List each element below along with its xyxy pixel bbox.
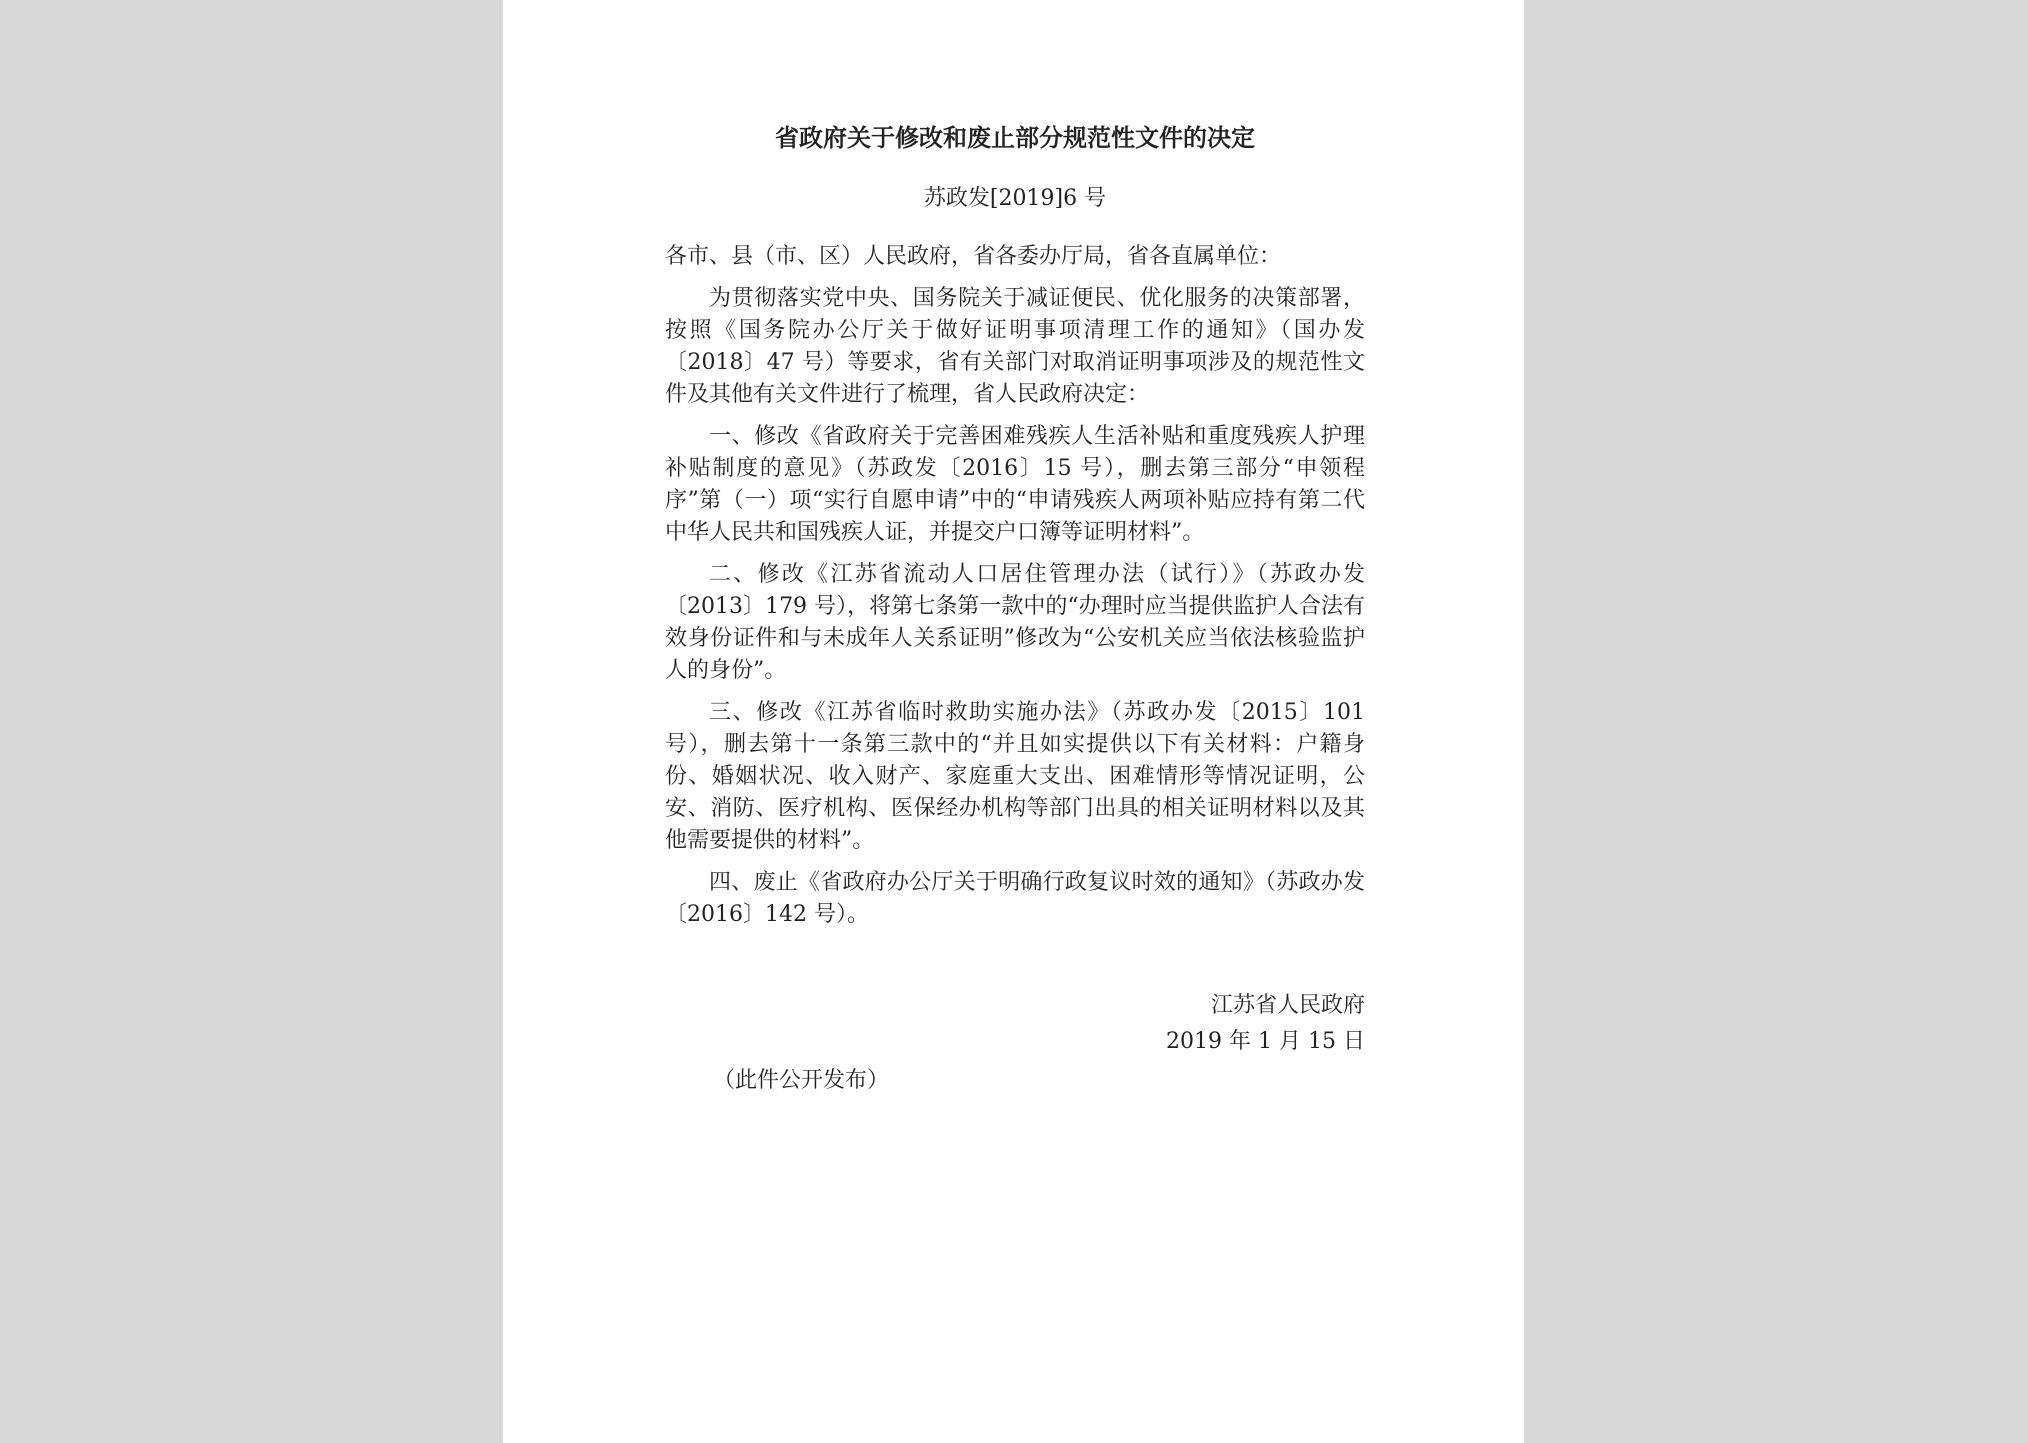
signature-date: 2019 年 1 月 15 日 (1166, 1029, 1365, 1054)
publication-note: （此件公开发布） (713, 1068, 890, 1093)
paragraph-item-2: 二、修改《江苏省流动人口居住管理办法（试行）》（苏政办发〔2013〕179 号），将第七条第一款中的“办理时应当提供监护人合法有效身份证件和与未成年人关系证明”修改为“公安机关应当依法核验监护人的身份”。 (665, 562, 1365, 683)
paragraph-item-3: 三、修改《江苏省临时救助实施办法》（苏政办发〔2015〕101 号），删去第十一条第三款中的“并且如实提供以下有关材料：户籍身份、婚姻状况、收入财产、家庭重大支出、困难情形等情况证明，公安、消防、医疗机构、医保经办机构等部门出具的相关证明材料以及其他需要提供的材料”。 (665, 700, 1365, 853)
signature-organization: 江苏省人民政府 (1210, 993, 1365, 1018)
document-content (665, 120, 1365, 1093)
document-page (503, 0, 1524, 1443)
paragraph-intro: 为贯彻落实党中央、国务院关于减证便民、优化服务的决策部署，按照《国务院办公厅关于做好证明事项清理工作的通知》（国办发〔2018〕47 号）等要求，省有关部门对取消证明事项涉及的规范性文件及其他有关文件进行了梳理，省人民政府决定： (665, 286, 1365, 407)
document-number: 苏政发[2019]6 号 (923, 186, 1107, 211)
salutation: 各市、县（市、区）人民政府，省各委办厅局，省各直属单位： (665, 244, 1282, 269)
paragraph-item-4: 四、废止《省政府办公厅关于明确行政复议时效的通知》（苏政办发〔2016〕142 号）。 (665, 870, 1365, 927)
paragraph-item-1: 一、修改《省政府关于完善困难残疾人生活补贴和重度残疾人护理补贴制度的意见》（苏政发〔2016〕15 号），删去第三部分“申领程序”第（一）项“实行自愿申请”中的“申请残疾人两项补贴应持有第二代中华人民共和国残疾人证，并提交户口簿等证明材料”。 (665, 424, 1365, 545)
document-title: 省政府关于修改和废止部分规范性文件的决定 (775, 124, 1255, 152)
